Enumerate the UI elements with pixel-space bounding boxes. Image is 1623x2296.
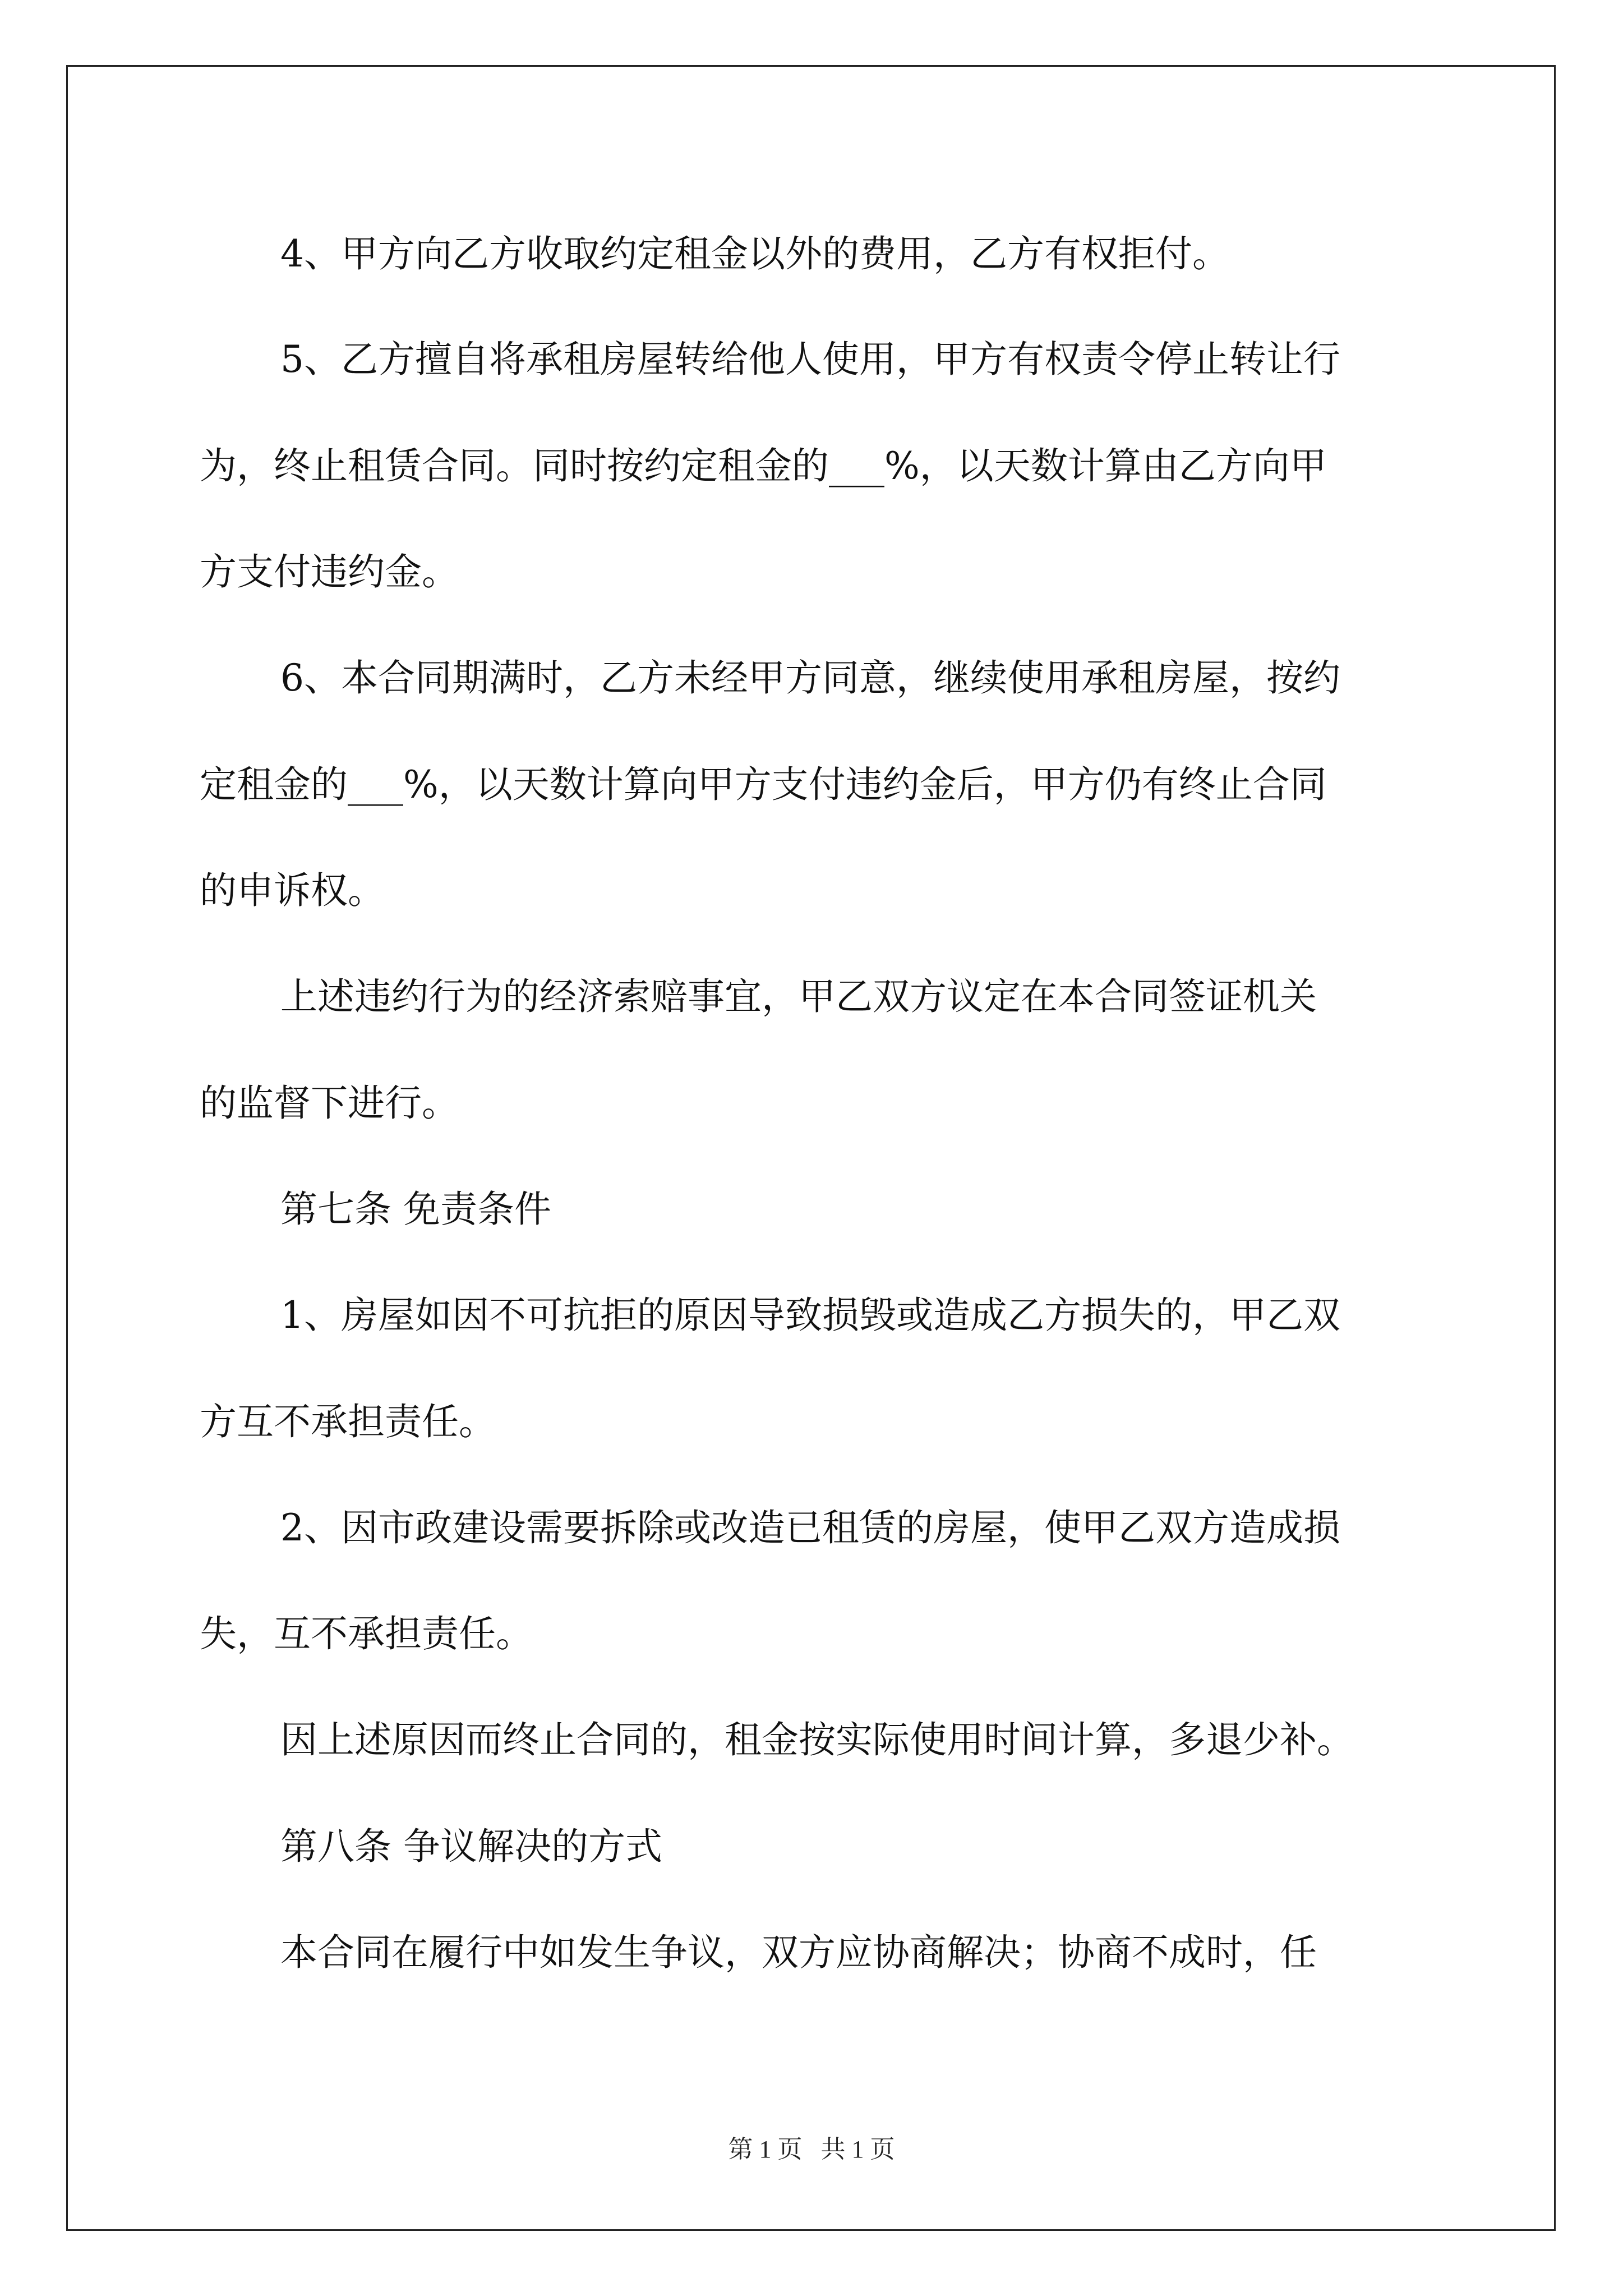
paragraph-line: 上述违约行为的经济索赔事宜，甲乙双方议定在本合同签证机关	[280, 975, 1317, 1018]
paragraph-line: 6、本合同期满时，乙方未经甲方同意，继续使用承租房屋，按约	[280, 656, 1340, 700]
paragraph-line: 定租金的___%，以天数计算向甲方支付违约金后，甲方仍有终止合同	[200, 763, 1327, 806]
page-number-footer: 第 1 页 共 1 页	[728, 2136, 895, 2163]
paragraph-line: 2、因市政建设需要拆除或改造已租赁的房屋，使甲乙双方造成损	[280, 1506, 1340, 1549]
paragraph-line: 1、房屋如因不可抗拒的原因导致损毁或造成乙方损失的，甲乙双	[280, 1294, 1340, 1337]
paragraph-line: 的监督下进行。	[200, 1082, 459, 1125]
paragraph-line: 5、乙方擅自将承租房屋转给他人使用，甲方有权责令停止转让行	[280, 338, 1340, 381]
section-heading: 第八条 争议解决的方式	[280, 1825, 662, 1868]
paragraph-line: 方支付违约金。	[200, 550, 459, 593]
paragraph-line: 因上述原因而终止合同的，租金按实际使用时间计算，多退少补。	[280, 1718, 1354, 1761]
paragraph-line: 方互不承担责任。	[200, 1400, 496, 1443]
paragraph-line: 本合同在履行中如发生争议，双方应协商解决；协商不成时，任	[280, 1931, 1317, 1974]
page-border	[66, 65, 1556, 2231]
paragraph-line: 为，终止租赁合同。同时按约定租金的___%，以天数计算由乙方向甲	[200, 444, 1327, 487]
paragraph-line: 失，互不承担责任。	[200, 1612, 533, 1655]
paragraph-line: 4、甲方向乙方收取约定租金以外的费用，乙方有权拒付。	[280, 232, 1229, 275]
paragraph-line: 的申诉权。	[200, 869, 385, 912]
section-heading: 第七条 免责条件	[280, 1188, 551, 1231]
